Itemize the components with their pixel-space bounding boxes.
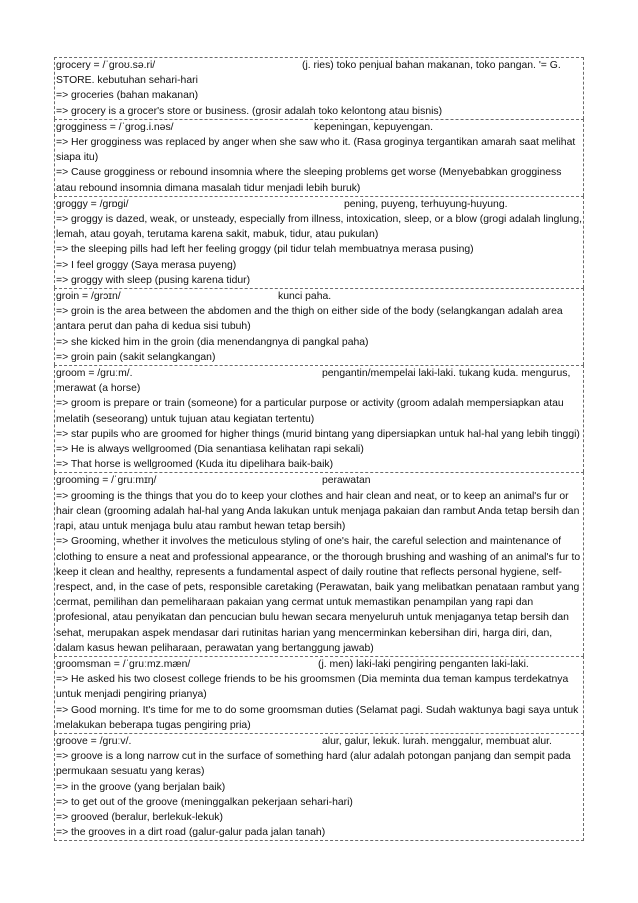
meaning: perawatan (322, 475, 371, 487)
example-line: => in the groove (yang berjalan baik) (56, 781, 226, 793)
example-line: => I feel groggy (Saya merasa puyeng) (56, 259, 237, 271)
headword: groin = /grɔɪn/ (56, 291, 121, 303)
example-line: => Good morning. It's time for me to do some groomsman duties (Selamat pagi. Sudah waktunya bagi saya untuk melakukan beberapa tugas pengiring pria) (56, 704, 579, 731)
example-line: => He asked his two closest college friends to be his groomsmen (Dia meminta dua teman kampus terdekatnya untuk menjadi pengiring prianya) (56, 674, 569, 701)
example-line: => the grooves in a dirt road (galur-galur pada jalan tanah) (56, 827, 326, 839)
example-line: => groceries (bahan makanan) (56, 90, 199, 102)
example-line: => groggy is dazed, weak, or unsteady, especially from illness, intoxication, sleep, or a blow (grogi adalah linglung, lemah, atau goyah, terutama karena sakit, mabuk, tidur, atau pukulan) (56, 214, 582, 241)
example-line: => He is always wellgroomed (Dia senantiasa kelihatan rapi sekali) (56, 444, 364, 456)
meaning: pening, puyeng, terhuyung-huyung. (344, 198, 508, 210)
headword: grocery = /ˈɡroʊ.sə.ri/ (56, 60, 156, 71)
entry-groomsman (54, 656, 584, 733)
example-line: => Her grogginess was replaced by anger when she saw who it. (Rasa groginya tergantikan amarah saat melihat siapa itu) (56, 137, 576, 164)
example-line: => she kicked him in the groin (dia menendangnya di pangkal paha) (56, 336, 369, 348)
example-line: => groove is a long narrow cut in the surface of something hard (alur adalah potongan panjang dan sempit pada permukaan sesuatu yang keras) (56, 751, 571, 778)
entry-head (56, 734, 583, 749)
entry-groggy (54, 196, 584, 288)
entry-grocery (54, 57, 584, 119)
example-line: => grocery is a grocer's store or business. (grosir adalah toko kelontong atau bisnis) (56, 105, 443, 117)
entry-head (56, 197, 583, 212)
entry-groom (54, 365, 584, 472)
headword: grogginess = /ˈɡrog.i.nəs/ (56, 121, 174, 133)
example-line: => groin is the area between the abdomen and the thigh on either side of the body (selangkangan adalah area antara perut dan paha di kedua sisi tubuh) (56, 306, 563, 333)
entry-groin (54, 288, 584, 365)
example-line: => Grooming, whether it involves the meticulous styling of one's hair, the careful selection and maintenance of clothing to ensure a neat and professional appearance, or the thorough brushing and washing of an animal's fur to keep it clean and healthy, represents a fundamental aspect of daily routine that reflects personal hygiene, self-respect, and, in the case of pets, responsible caretaking (Perawatan, baik yang melibatkan penataan rambut yang cermat, pemilihan dan pemeliharaan pakaian yang cermat untuk memastikan penampilan yang rapi dan profesional, atau penyikatan dan pencucian bulu hewan secara menyeluruh untuk menjaganya tetap bersih dan sehat, merupakan aspek mendasar dari rutinitas harian yang mencerminkan kebersihan diri, harga diri, dan, dalam kasus hewan peliharaan, perawatan yang bertanggung jawab) (56, 536, 581, 654)
headword: groom = /ɡruːm/. (56, 368, 133, 380)
headword: groomsman = /ˈɡruːmz.mæn/ (56, 658, 191, 670)
example-line: => grooved (beralur, berlekuk-lekuk) (56, 811, 223, 823)
example-line: => groggy with sleep (pusing karena tidur) (56, 274, 251, 286)
example-line: => grooming is the things that you do to keep your clothes and hair clean and neat, or to keep an animal's fur or hair clean (grooming adalah hal-hal yang Anda lakukan untuk menjaga pakaian dan rambut Anda tetap bersih dan rapi, atau untuk menjaga bulu atau rambut hewan tetap bersih) (56, 490, 580, 533)
example-line: => the sleeping pills had left her feeling groggy (pil tidur telah membuatnya merasa pusing) (56, 244, 474, 256)
headword: groggy = /grɒgi/ (56, 198, 129, 210)
entry-head (56, 58, 583, 88)
example-line: => Cause grogginess or rebound insomnia where the sleeping problems get worse (Menyebabkan grogginess atau rebound insomnia dimana masalah tidur menjadi lebih buruk) (56, 167, 562, 194)
entry-grooming (54, 472, 584, 655)
entry-head (56, 120, 583, 135)
meaning: kunci paha. (278, 291, 332, 303)
entry-groove (54, 733, 584, 841)
meaning: alur, galur, lekuk. lurah. menggalur, membuat alur. (322, 735, 552, 747)
entry-grogginess (54, 119, 584, 196)
dictionary-page (54, 57, 584, 841)
meaning: kepeningan, kepuyengan. (314, 121, 434, 133)
entry-head (56, 473, 583, 488)
entry-head (56, 366, 583, 396)
meaning: (j. ries) toko penjual bahan makanan, toko pangan. '= G. STORE. kebutuhan sehari-hari (56, 60, 561, 87)
example-line: => to get out of the groove (meninggalkan pekerjaan sehari-hari) (56, 796, 353, 808)
meaning: (j. men) laki-laki pengiring penganten laki-laki. (318, 658, 529, 670)
entry-head (56, 657, 583, 672)
meaning: pengantin/mempelai laki-laki. tukang kuda. mengurus, merawat (a horse) (56, 368, 571, 395)
example-line: => That horse is wellgroomed (Kuda itu dipelihara baik-baik) (56, 459, 334, 471)
example-line: => groin pain (sakit selangkangan) (56, 351, 216, 363)
entry-head (56, 289, 583, 304)
headword: grooming = /ˈɡruːmɪŋ/ (56, 475, 157, 487)
example-line: => star pupils who are groomed for higher things (murid bintang yang dipersiapkan untuk hal-hal yang lebih tinggi) (56, 428, 580, 440)
headword: groove = /ɡruːv/. (56, 735, 132, 747)
example-line: => groom is prepare or train (someone) for a particular purpose or activity (groom adalah mempersiapkan atau melatih (seseorang) untuk tujuan atau kegiatan tertentu) (56, 398, 564, 425)
